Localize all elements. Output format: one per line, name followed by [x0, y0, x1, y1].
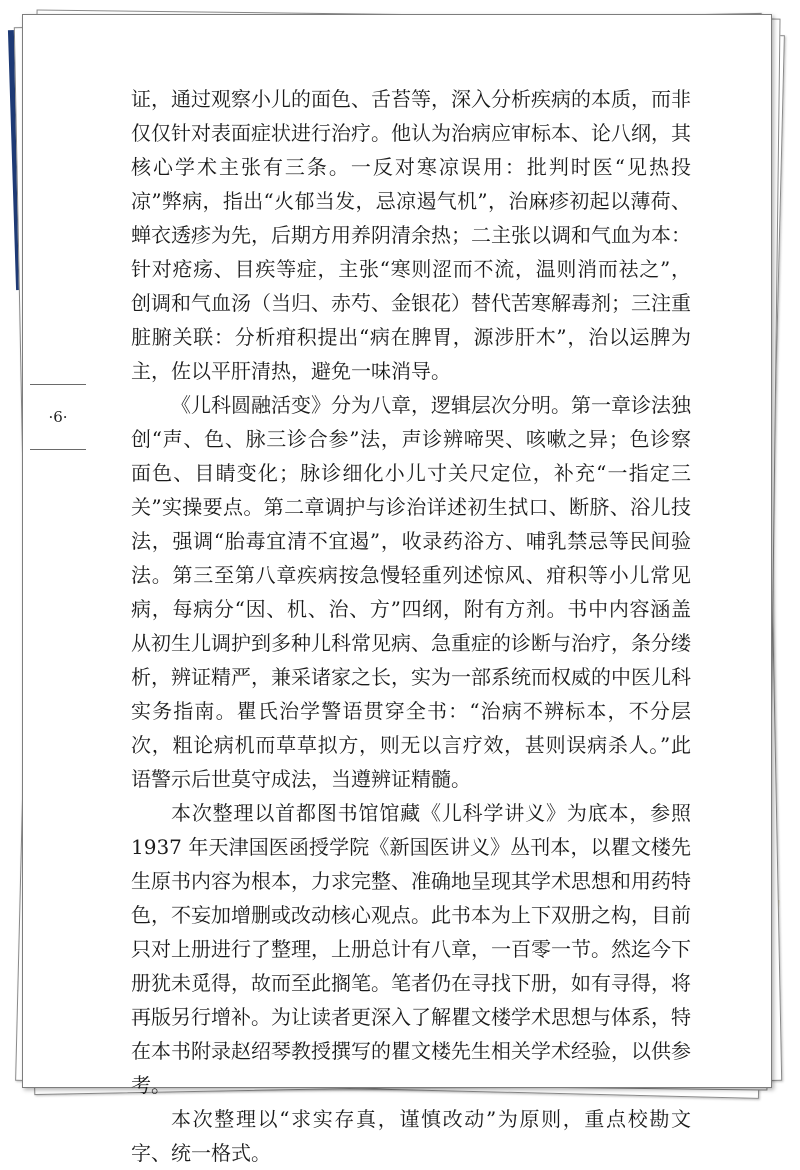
page-number-block — [30, 384, 86, 450]
paragraph: 本次整理以“求实存真，谨慎改动”为原则，重点校勘文字、统一格式。 — [131, 1107, 691, 1165]
page-number: ·6· — [48, 408, 68, 426]
page-number-bottom-rule — [30, 449, 86, 450]
paragraph-continued: 证，通过观察小儿的面色、舌苔等，深入分析疾病的本质，而非仅仅针对表面症状进行治疗。他认为治病应审标本、论八纲，其核心学术主张有三条。一反对寒凉误用：批判时医“见热投凉”弊病，指出“火郁当发，忌凉遏气机”，治麻疹初起以薄荷、蝉衣透疹为先，后期方用养阴清余热；二主张以调和气血为本：针对疮疡、目疾等症，主张“寒则涩而不流，温则消而祛之”，创调和气血汤（当归、赤芍、金银花）替代苦寒解毒剂；三注重脏腑关联：分析疳积提出“病在脾胃，源涉肝木”，治以运脾为主，佐以平肝清热，避免一味消导。 — [131, 87, 691, 383]
paragraph: 《儿科圆融活变》分为八章，逻辑层次分明。第一章诊法独创“声、色、脉三诊合参”法，声诊辨啼哭、咳嗽之异；色诊察面色、目睛变化；脉诊细化小儿寸关尺定位，补充“一指定三关”实操要点。第二章调护与诊治详述初生拭口、断脐、浴儿技法，强调“胎毒宜清不宜遏”，收录药浴方、哺乳禁忌等民间验法。第三至第八章疾病按急慢轻重列述惊风、疳积等小儿常见病，每病分“因、机、治、方”四纲，附有方剂。书中内容涵盖从初生儿调护到多种儿科常见病、急重症的诊断与治疗，条分缕析，辨证精严，兼采诸家之长，实为一部系统而权威的中医儿科实务指南。瞿氏治学警语贯穿全书：“治病不辨标本，不分层次，粗论病机而草草拟方，则无以言疗效，甚则误病杀人。”此语警示后世莫守成法，当遵辨证精髓。 — [131, 393, 691, 791]
page-body — [131, 82, 691, 1170]
paragraph: 本次整理以首都图书馆馆藏《儿科学讲义》为底本，参照 1937 年天津国医函授学院《新国医讲义》丛刊本，以瞿文楼先生原书内容为根本，力求完整、准确地呈现其学术思想和用药特色，不妄加增删或改动核心观点。此书本为上下双册之构，目前只对上册进行了整理，上册总计有八章，一百零一节。然迄今下册犹未觅得，故而至此搁笔。笔者仍在寻找下册，如有寻得，将再版另行增补。为让读者更深入了解瞿文楼学术思想与体系，特在本书附录赵绍琴教授撰写的瞿文楼先生相关学术经验，以供参考。 — [131, 801, 691, 1097]
